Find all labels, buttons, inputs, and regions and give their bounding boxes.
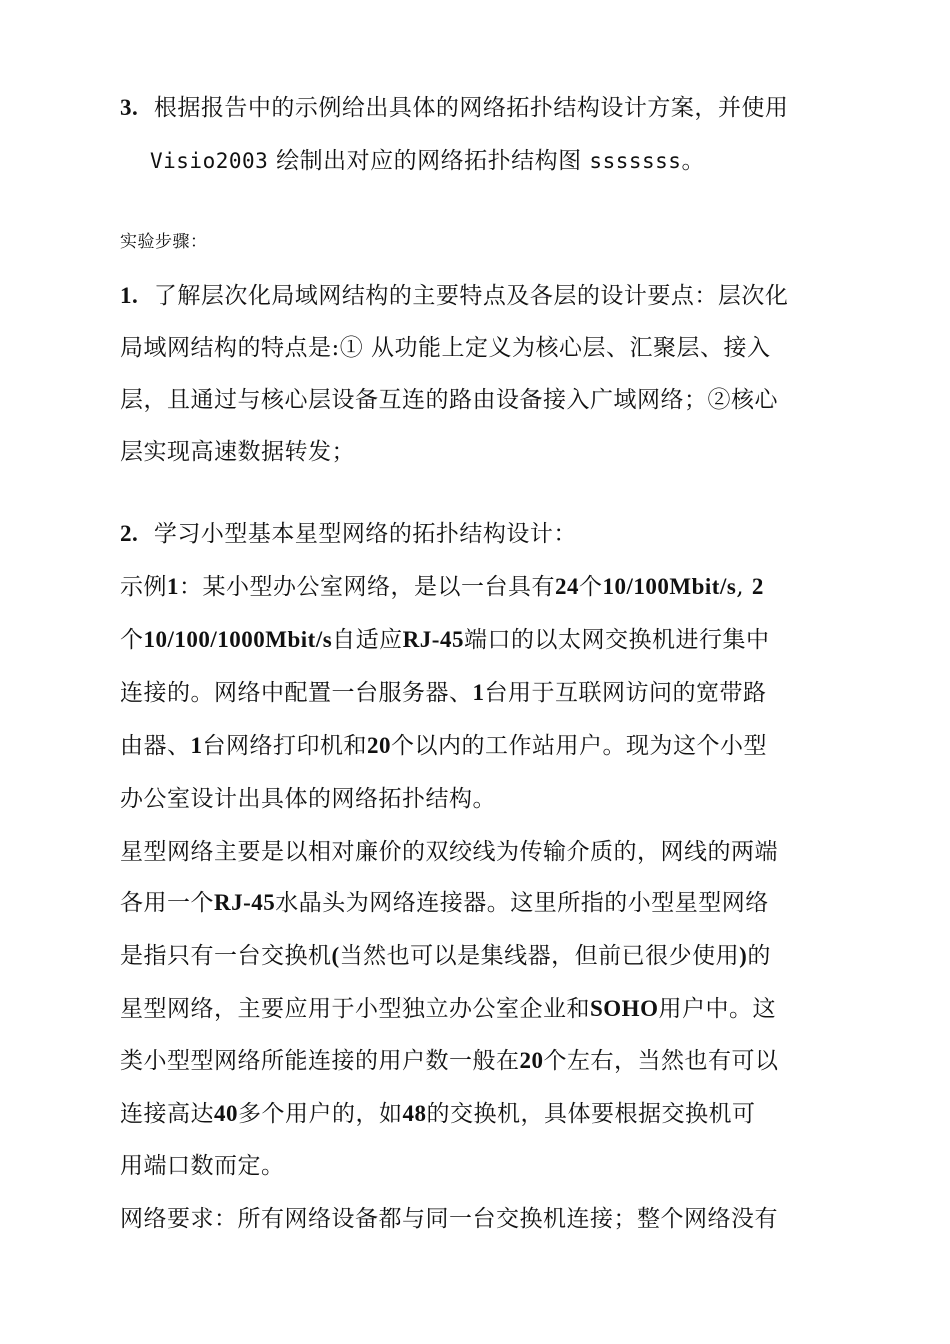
example-line4: 由器、1台网络打印机和20个以内的工作站用户。现为这个小型 bbox=[120, 733, 767, 759]
software-name: Visio2003 bbox=[150, 149, 269, 173]
steps-heading: 实验步骤： bbox=[120, 232, 208, 252]
example-line5: 办公室设计出具体的网络拓扑结构。 bbox=[120, 786, 496, 812]
step2-line: 2. 学习小型基本星型网络的拓扑结构设计： bbox=[120, 521, 577, 547]
step1-line2: 局域网结构的特点是:① 从功能上定义为核心层、汇聚层、接入 bbox=[120, 335, 771, 361]
item3-line2: Visio2003 绘制出对应的网络拓扑结构图 sssssss。 bbox=[150, 148, 705, 174]
star-line1: 星型网络主要是以相对廉价的双绞线为传输介质的，网线的两端 bbox=[120, 839, 778, 865]
step1-line1: 1. 了解层次化局域网结构的主要特点及各层的设计要点：层次化 bbox=[120, 283, 789, 309]
star-line5: 类小型型网络所能连接的用户数一般在20个左右，当然也有可以 bbox=[120, 1048, 779, 1074]
step2-number: 2. bbox=[120, 521, 139, 546]
star-line2: 各用一个RJ-45水晶头为网络连接器。这里所指的小型星型网络 bbox=[120, 890, 769, 916]
star-line4: 星型网络，主要应用于小型独立办公室企业和SOHO用户中。这 bbox=[120, 996, 776, 1022]
example-line1: 示例1：某小型办公室网络，是以一台具有24个10/100Mbit/s, 2 bbox=[120, 574, 764, 600]
step1-line4: 层实现高速数据转发； bbox=[120, 439, 355, 465]
item3-line1: 3. 根据报告中的示例给出具体的网络拓扑结构设计方案，并使用 bbox=[120, 95, 789, 121]
step1-line3: 层，且通过与核心层设备互连的路由设备接入广域网络；②核心 bbox=[120, 387, 778, 413]
star-line6: 连接高达40多个用户的，如48的交换机，具体要根据交换机可 bbox=[120, 1101, 756, 1127]
step1-number: 1. bbox=[120, 283, 139, 308]
item3-number: 3. bbox=[120, 95, 139, 120]
example-line2: 个10/100/1000Mbit/s自适应RJ-45端口的以太网交换机进行集中 bbox=[120, 627, 770, 653]
star-line3: 是指只有一台交换机(当然也可以是集线器，但前已很少使用)的 bbox=[120, 943, 771, 969]
star-line7: 用端口数而定。 bbox=[120, 1153, 285, 1179]
requirements-line: 网络要求：所有网络设备都与同一台交换机连接；整个网络没有 bbox=[120, 1206, 778, 1232]
example-line3: 连接的。网络中配置一台服务器、1台用于互联网访问的宽带路 bbox=[120, 680, 767, 706]
